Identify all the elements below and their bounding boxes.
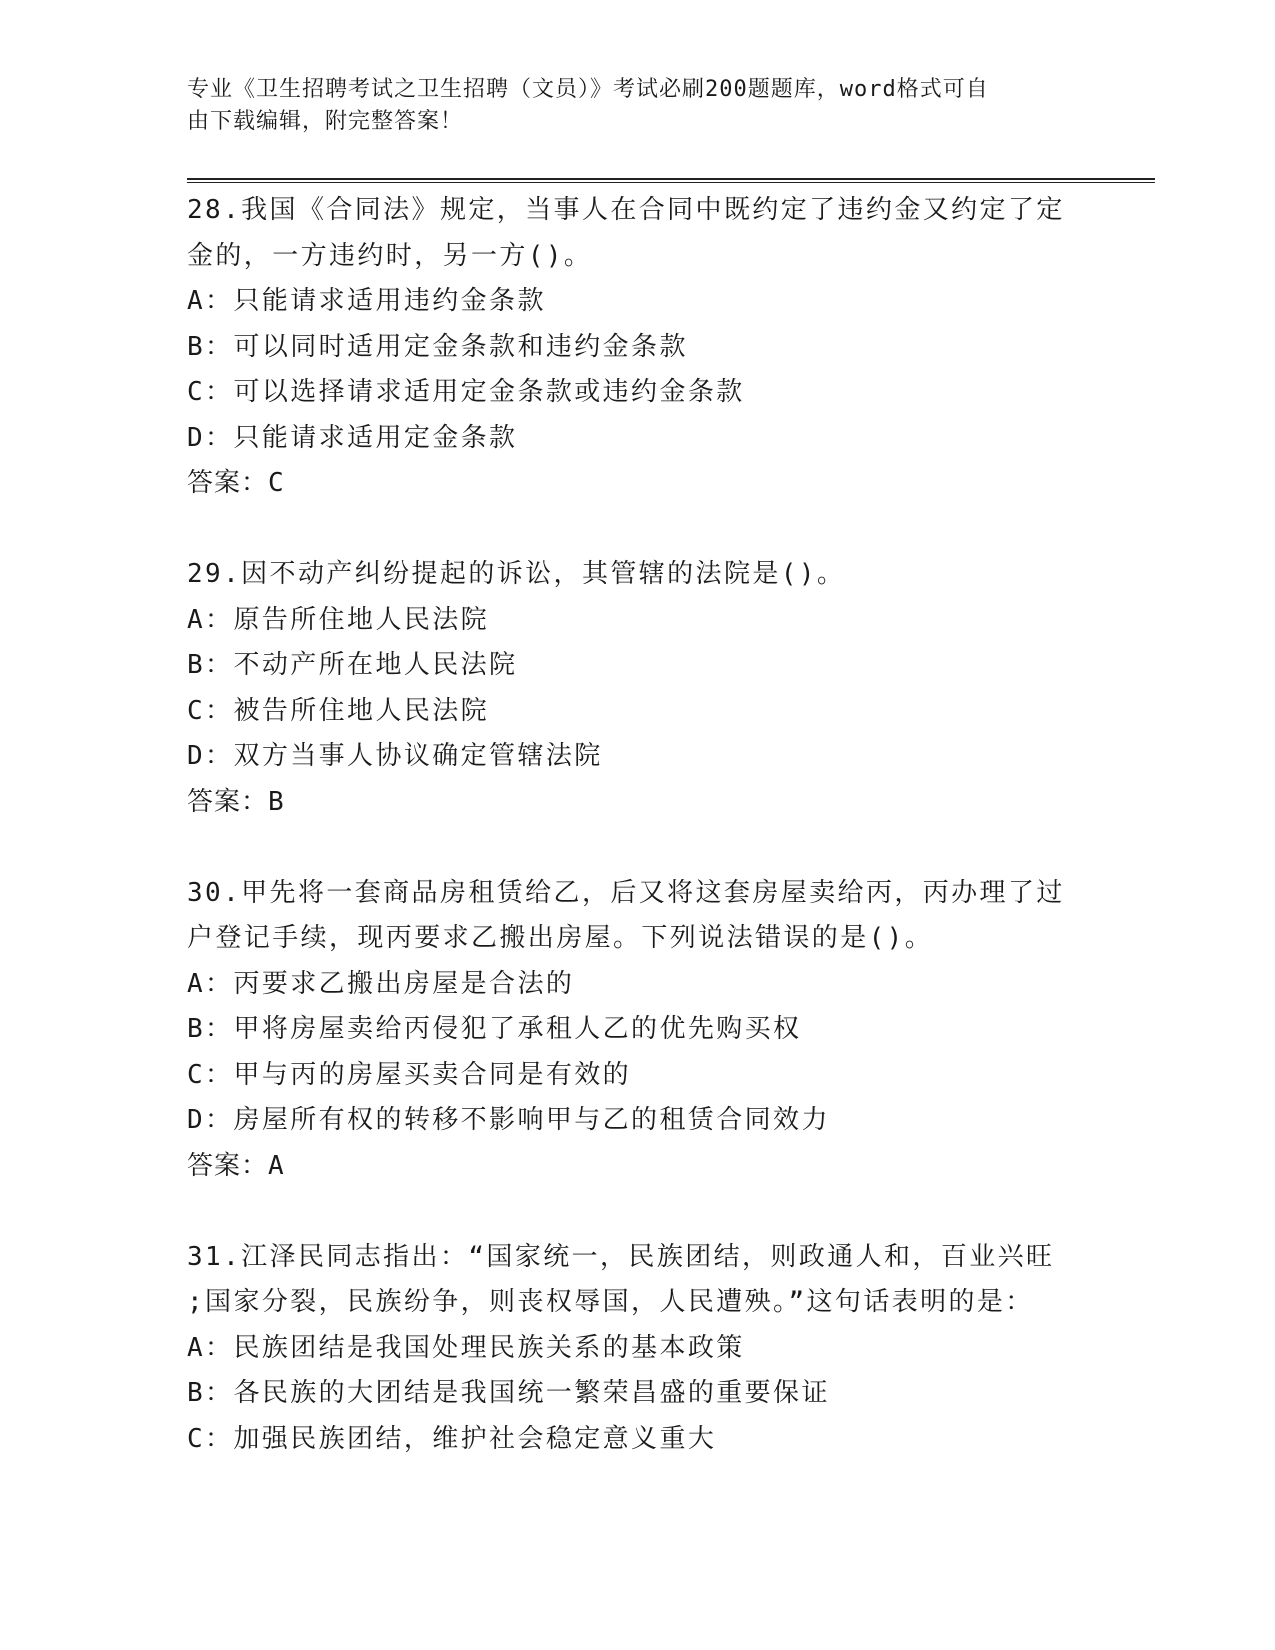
option-b: B：各民族的大团结是我国统一繁荣昌盛的重要保证 [187,1378,830,1408]
question-29 [187,552,1087,825]
option-a: A：原告所住地人民法院 [187,604,490,635]
answer-value: B [268,786,285,817]
option-b: B：不动产所在地人民法院 [187,650,518,680]
option-a: A：只能请求适用违约金条款 [187,286,546,316]
option-d: D：只能请求适用定金条款 [187,422,518,453]
option-c: C：被告所住地人民法院 [187,695,490,726]
header-line-2: 由下载编辑，附完整答案！ [187,109,464,134]
option-d: D：房屋所有权的转移不影响甲与乙的租赁合同效力 [187,1105,830,1135]
option-b: B：可以同时适用定金条款和违约金条款 [187,331,688,362]
header-divider-thick [187,178,1155,180]
option-d: D：双方当事人协议确定管辖法院 [187,741,603,771]
question-stem: 金的，一方违约时，另一方()。 [187,240,593,271]
header-line-1: 专业《卫生招聘考试之卫生招聘（文员）》考试必刷200题题库，word格式可自 [187,77,989,102]
answer-value: A [268,1150,285,1181]
option-a: A：丙要求乙搬出房屋是合法的 [187,968,575,999]
question-stem: 31.江泽民同志指出：“国家统一，民族团结，则政通人和，百业兴旺 [187,1241,1055,1272]
option-c: C：可以选择请求适用定金条款或违约金条款 [187,377,745,407]
answer-line [187,461,1087,507]
question-30 [187,871,1087,1190]
header-divider-thin [187,182,1155,183]
answer-line [187,1144,1087,1190]
question-stem: 30.甲先将一套商品房租赁给乙，后又将这套房屋卖给丙，丙办理了过 [187,877,1065,908]
spacer [187,1189,1087,1235]
spacer [187,825,1087,871]
option-a: A：民族团结是我国处理民族关系的基本政策 [187,1332,745,1363]
answer-label: 答案： [187,1150,269,1181]
document-header [187,74,1087,138]
question-stem: 28.我国《合同法》规定，当事人在合同中既约定了违约金又约定了定 [187,195,1065,225]
question-stem: ;国家分裂，民族纷争，则丧权辱国，人民遭殃。”这句话表明的是： [187,1287,1034,1317]
question-stem: 户登记手续，现丙要求乙搬出房屋。下列说法错误的是()。 [187,923,934,953]
spacer [187,507,1087,553]
answer-value: C [268,468,285,498]
question-28 [187,188,1087,507]
answer-line [187,780,1087,826]
answer-label: 答案： [187,786,269,817]
question-31 [187,1235,1087,1463]
option-c: C：甲与丙的房屋买卖合同是有效的 [187,1059,632,1090]
question-list [187,188,1087,1462]
option-b: B：甲将房屋卖给丙侵犯了承租人乙的优先购买权 [187,1014,802,1044]
option-c: C：加强民族团结，维护社会稳定意义重大 [187,1423,717,1454]
question-stem: 29.因不动产纠纷提起的诉讼，其管辖的法院是()。 [187,559,846,589]
answer-label: 答案： [187,468,269,498]
